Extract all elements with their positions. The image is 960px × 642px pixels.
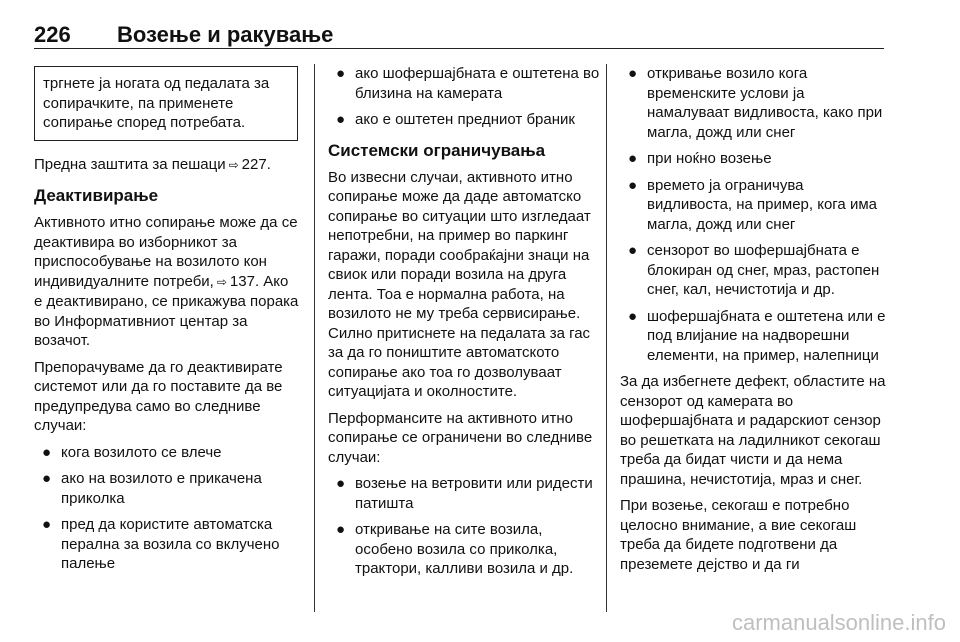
column-divider-1 [314, 64, 315, 612]
list-item [328, 110, 604, 130]
bullet-icon: ● [336, 521, 346, 538]
list-item-text: ако на возилото е прикачена приколка [61, 470, 262, 507]
page-ref-arrow-icon: ⇨ [216, 274, 227, 289]
list-item [328, 520, 604, 579]
note-box [34, 66, 298, 141]
list-item [34, 515, 300, 574]
list-item-text: ако е оштетен предниот браник [355, 111, 575, 128]
list-item-text: сензорот во шофершајбната е блокиран од снег, мраз, растопен снег, кал, нечистотија и др. [647, 242, 880, 298]
list-item-text: ако шофершајбната е оштетена во близина на камерата [355, 65, 600, 102]
bullet-icon: ● [336, 475, 346, 492]
ref-tail: . [266, 155, 271, 173]
para-text: Активното итно сопирање може да се деактивира во изборникот за приспособување на возилото кон индивидуалните потреби, [34, 214, 298, 290]
bullet-icon: ● [628, 65, 638, 82]
bullet-icon: ● [628, 176, 638, 194]
list-item-text: кога возилото се влече [61, 443, 222, 461]
section-heading-deactivation: Деактивирање [34, 186, 159, 205]
cross-reference [34, 155, 300, 176]
list-item-text: пред да користите автоматска перална за возила со вклучено палење [61, 516, 280, 572]
bullet-icon: ● [336, 65, 346, 82]
list-item [620, 176, 890, 235]
bullet-icon: ● [42, 516, 52, 533]
list-item [620, 307, 890, 366]
list-item [620, 149, 890, 169]
note-text: тргнете ја ногата од педалата за сопирачките, па применете сопирање според потребата. [43, 75, 270, 131]
bullet-icon: ● [628, 307, 638, 325]
bullet-icon: ● [336, 111, 346, 128]
paragraph: Перформансите на активното итно сопирање се ограничени во следниве случаи: [328, 409, 593, 466]
list-item [620, 241, 890, 300]
page-number: 226 [34, 22, 71, 47]
ref-page[interactable]: 137 [229, 272, 255, 290]
list-item [328, 64, 604, 103]
bullet-icon: ● [42, 443, 52, 461]
list-item [620, 64, 890, 142]
page-title: Возење и ракување [117, 22, 334, 47]
paragraph: За да избегнете дефект, областите на сензорот од камерата во шофершајбната и радарскиот сензор во решетката на ладилникот секогаш треба да бидат чисти и да нема прашина, нечистотија, мраз и снег. [620, 373, 886, 488]
column-3 [620, 64, 890, 581]
header-rule [34, 48, 884, 49]
column-divider-2 [606, 64, 607, 612]
section-heading-limitations: Системски ограничувања [328, 140, 546, 160]
paragraph: Препорачуваме да го деактивирате системот или да го поставите да ве предупредува само во следниве случаи: [34, 358, 283, 434]
list-item-text: откривање возило кога временските услови ја намалуваат видливоста, како при магла, дожд или снег [647, 65, 883, 141]
paragraph: Во извесни случаи, активното итно сопирање може да даде автоматско сопирање во ситуации што изгледаат непотребни, на пример во паркинг гаражи, поради сообраќајни знаци на свиок или поради возила на друга лента. Тоа е нормална работа, на возилото не му треба сервисирање. Силно притиснете на педалата за гас за да го поништите автоматското сопирање ако тоа го дозволуваат ситуацијата и околностите. [328, 168, 591, 400]
column-1 [34, 64, 300, 581]
list-item [328, 474, 604, 513]
list-item-text: при ноќно возење [647, 150, 772, 167]
column-2 [328, 64, 604, 586]
list-item-text: откривање на сите возила, особено возила со приколка, трактори, калливи возила и др. [355, 521, 574, 577]
para-text: . Ако е деактивирано, се прикажува порака во Информативниот центар за возачот. [34, 272, 299, 349]
bullet-icon: ● [628, 150, 638, 167]
list-item-text: шофершајбната е оштетена или е под влијание на надворешни елементи, на пример, налепници [647, 307, 886, 364]
ref-text: Предна заштита за пешаци [34, 155, 226, 173]
watermark: carmanualsonline.info [731, 610, 946, 635]
paragraph [34, 213, 300, 351]
list-item-text: возење на ветровити или ридести патишта [355, 475, 593, 512]
list-item-text: времето ја ограничува видливоста, на пример, кога има магла, дожд или снег [647, 176, 877, 233]
bullet-icon: ● [628, 242, 638, 259]
bullet-icon: ● [42, 470, 52, 487]
page-header [34, 22, 884, 54]
list-item [34, 443, 300, 463]
ref-page[interactable]: 227 [241, 155, 267, 173]
paragraph: При возење, секогаш е потребно целосно внимание, а вие секогаш треба да бидете подготвени да преземете дејство и да ги [620, 497, 857, 573]
list-item [34, 469, 300, 508]
page-ref-arrow-icon: ⇨ [228, 157, 239, 172]
